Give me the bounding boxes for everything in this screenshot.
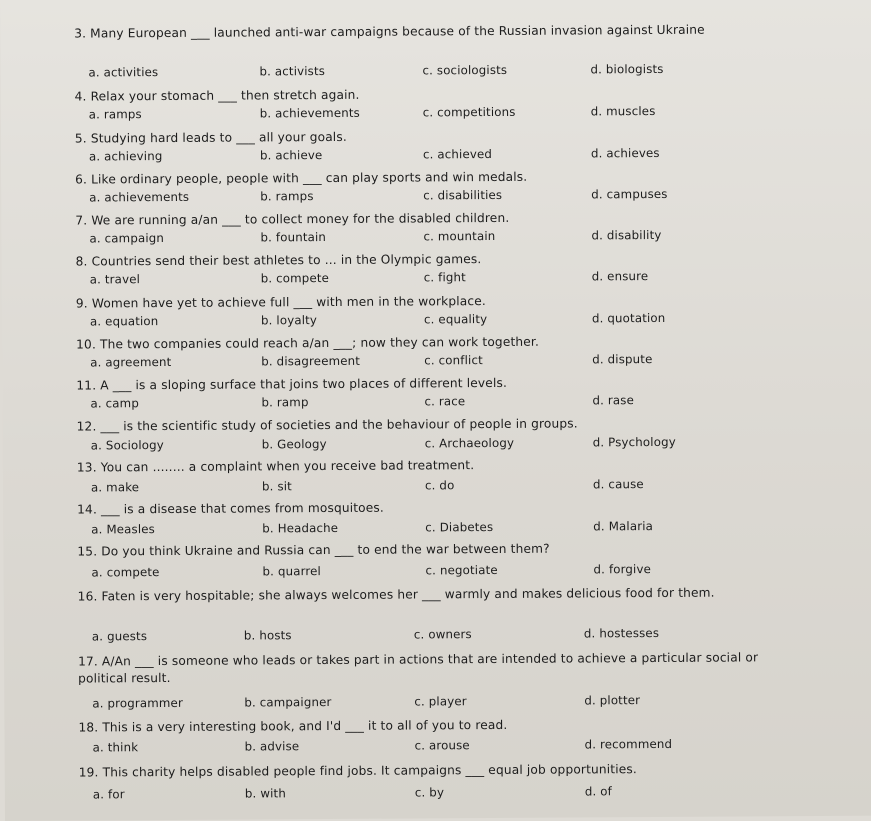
question-7: 7. We are running a/an ___ to collect money for the disabled children. [75, 210, 510, 228]
option-b[interactable]: b. loyalty [260, 313, 318, 328]
question-12: 12. ___ is the scientific study of societies and the behaviour of people in groups. [76, 416, 578, 434]
question-3: 3. Many European ___ launched anti-war campaigns because of the Russian invasion against Ukraine [74, 22, 705, 41]
option-a[interactable]: a. achieving [88, 149, 163, 164]
option-b[interactable]: b. achievements [259, 105, 360, 121]
option-b[interactable]: b. achieve [259, 148, 323, 163]
option-b[interactable]: b. activists [259, 64, 326, 79]
option-d[interactable]: d. plotter [584, 693, 641, 708]
option-a[interactable]: a. for [92, 787, 125, 802]
option-c[interactable]: c. disabilities [423, 187, 503, 203]
options-16 [4, 625, 871, 650]
options-18 [5, 736, 871, 761]
option-a[interactable]: a. think [92, 740, 139, 755]
question-16: 16. Faten is very hospitable; she always welcomes her ___ warmly and makes delicious food for them. [77, 585, 715, 604]
option-d[interactable]: d. Psychology [592, 434, 676, 450]
options-11 [2, 392, 871, 417]
option-b[interactable]: b. campaigner [244, 694, 332, 710]
option-d[interactable]: d. quotation [591, 310, 666, 326]
option-b[interactable]: b. fountain [260, 230, 327, 245]
option-c[interactable]: c. competitions [422, 104, 516, 120]
option-a[interactable]: a. Sociology [90, 438, 164, 453]
option-a[interactable]: a. guests [91, 629, 148, 644]
option-c[interactable]: c. conflict [424, 353, 483, 368]
question-9: 9. Women have yet to achieve full ___ with men in the workplace. [75, 294, 486, 311]
option-a[interactable]: a. make [90, 480, 140, 495]
option-c[interactable]: c. negotiate [425, 562, 498, 578]
question-17: 17. A/An ___ is someone who leads or takes part in actions that are intended to achieve a particular social or political result. [77, 650, 759, 686]
option-c[interactable]: c. player [414, 694, 467, 709]
option-c[interactable]: c. achieved [422, 146, 493, 162]
question-19: 19. This charity helps disabled people find jobs. It campaigns ___ equal job opportunities. [78, 762, 637, 780]
option-c[interactable]: c. fight [423, 270, 466, 285]
question-15: 15. Do you think Ukraine and Russia can ___ to end the war between them? [77, 541, 550, 559]
option-b[interactable]: b. compete [260, 270, 330, 286]
option-b[interactable]: b. disagreement [261, 353, 361, 369]
question-10: 10. The two companies could reach a/an ___; now they can work together. [76, 334, 539, 352]
options-5 [1, 145, 871, 170]
options-3 [0, 61, 871, 86]
option-c[interactable]: c. arouse [414, 738, 470, 753]
option-d[interactable]: d. of [584, 784, 612, 799]
option-b[interactable]: b. Geology [261, 437, 327, 452]
option-a[interactable]: a. Measles [91, 522, 156, 537]
option-b[interactable]: b. hosts [243, 628, 292, 643]
question-8: 8. Countries send their best athletes to ... in the Olympic games. [75, 252, 482, 269]
option-a[interactable]: a. programmer [92, 695, 183, 711]
option-b[interactable]: b. advise [244, 739, 300, 754]
option-d[interactable]: d. hostesses [583, 625, 660, 641]
options-10 [2, 351, 871, 376]
question-5: 5. Studying hard leads to ___ all your goals. [74, 129, 347, 146]
option-b[interactable]: b. quarrel [262, 564, 321, 579]
option-a[interactable]: a. camp [90, 396, 139, 411]
options-8 [2, 268, 871, 293]
option-b[interactable]: b. ramps [260, 189, 314, 204]
option-d[interactable]: d. forgive [593, 562, 652, 577]
question-13: 13. You can ........ a complaint when you receive bad treatment. [76, 458, 475, 475]
option-d[interactable]: d. recommend [584, 736, 673, 752]
options-6 [1, 186, 871, 211]
option-a[interactable]: a. compete [91, 565, 160, 580]
option-c[interactable]: c. equality [423, 312, 488, 327]
option-b[interactable]: b. with [244, 786, 286, 801]
option-c[interactable]: c. do [424, 478, 455, 493]
option-d[interactable]: d. campuses [591, 186, 668, 202]
question-6: 6. Like ordinary people, people with ___ can play sports and win medals. [75, 169, 528, 187]
option-a[interactable]: a. equation [89, 314, 159, 329]
option-c[interactable]: c. Diabetes [425, 519, 494, 535]
option-b[interactable]: b. ramp [261, 395, 309, 410]
options-4 [1, 103, 871, 128]
option-d[interactable]: d. dispute [592, 352, 653, 367]
option-a[interactable]: a. campaign [89, 231, 165, 246]
option-d[interactable]: d. ensure [591, 269, 649, 284]
option-c[interactable]: c. mountain [423, 228, 496, 244]
option-c[interactable]: c. sociologists [422, 62, 508, 78]
option-d[interactable]: d. Malaria [593, 519, 654, 534]
options-17 [4, 692, 871, 717]
option-c[interactable]: c. Archaeology [424, 435, 515, 451]
option-d[interactable]: d. disability [591, 227, 662, 243]
options-15 [3, 561, 871, 586]
options-9 [2, 310, 871, 335]
option-c[interactable]: c. owners [413, 627, 472, 642]
option-d[interactable]: d. muscles [590, 103, 656, 119]
question-14: 14. ___ is a disease that comes from mosquitoes. [77, 500, 384, 517]
question-11: 11. A ___ is a sloping surface that joins two places of different levels. [76, 375, 508, 393]
option-a[interactable]: a. activities [88, 65, 159, 80]
option-a[interactable]: a. ramps [88, 107, 142, 122]
option-c[interactable]: c. by [414, 785, 445, 800]
option-a[interactable]: a. travel [89, 272, 141, 287]
options-19 [5, 783, 871, 808]
option-b[interactable]: b. sit [261, 479, 292, 494]
option-a[interactable]: a. agreement [90, 354, 172, 370]
option-c[interactable]: c. race [424, 394, 466, 409]
option-b[interactable]: b. Headache [262, 520, 339, 536]
option-d[interactable]: d. cause [592, 477, 644, 492]
option-d[interactable]: d. biologists [590, 61, 664, 77]
option-d[interactable]: d. rase [592, 393, 635, 408]
option-a[interactable]: a. achievements [89, 189, 190, 205]
question-4: 4. Relax your stomach ___ then stretch again. [74, 87, 360, 104]
options-7 [1, 227, 871, 252]
question-18: 18. This is a very interesting book, and I'd ___ it to all of you to read. [78, 717, 508, 735]
option-d[interactable]: d. achieves [590, 145, 660, 161]
